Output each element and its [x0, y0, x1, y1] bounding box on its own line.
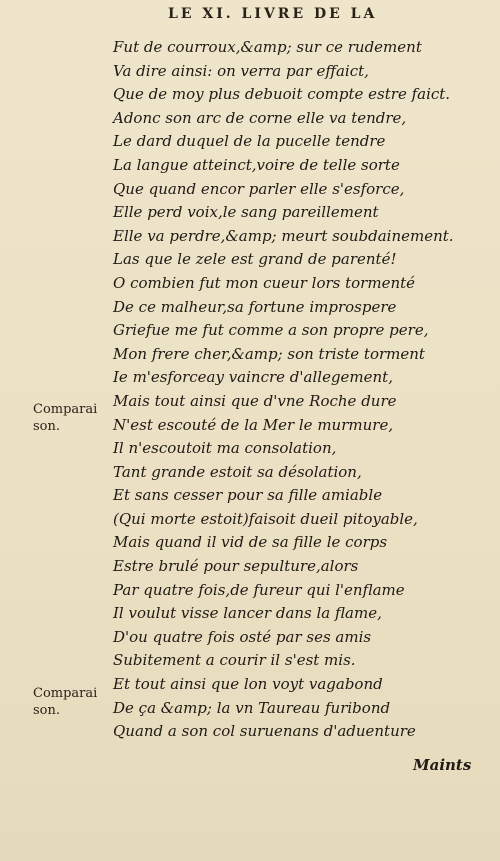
- verse-line: Las que le zele est grand de parenté!: [113, 250, 397, 269]
- catchword: Maints: [413, 756, 472, 774]
- verse-line: Il voulut visse lancer dans la flame,: [113, 604, 382, 623]
- verse-line: Fut de courroux,&amp; sur ce rudement: [113, 38, 422, 56]
- verse-line: Tant grande estoit sa désolation,: [113, 462, 362, 481]
- verse-line: Mais quand il vid de sa fille le corps: [113, 533, 388, 552]
- verse-line: Elle perd voix,le sang pareillement: [113, 203, 379, 222]
- verse-line: Il n'escoutoit ma consolation,: [113, 439, 337, 458]
- verse-line: N'est escouté de la Mer le murmure,: [113, 415, 394, 434]
- verse-line: Ie m'esforceay vaincre d'allegement,: [113, 368, 393, 387]
- verse-line: O combien fut mon cueur lors tormenté: [113, 273, 416, 292]
- verse-line: Quand a son col suruenans d'aduenture: [113, 722, 416, 741]
- verse-line: Par quatre fois,de fureur qui l'enflame: [113, 580, 405, 599]
- verse-line: Que quand encor parler elle s'esforce,: [113, 179, 405, 198]
- verse-line: (Qui morte estoit)faisoit dueil pitoyable,: [113, 509, 418, 528]
- verse-line: Et tout ainsi que lon voyt vagabond: [113, 675, 383, 694]
- verse-block: [113, 36, 493, 744]
- margin-note-comparaison-2: Comparai son.: [33, 686, 98, 718]
- verse-line: De ça &amp; la vn Taureau furibond: [113, 698, 391, 717]
- verse-line: Estre brulé pour sepulture,alors: [113, 557, 359, 576]
- verse-line: Va dire ainsi: on verra par effaict,: [113, 61, 369, 80]
- verse-line: Et sans cesser pour sa fille amiable: [113, 486, 383, 505]
- verse-line: De ce malheur,sa fortune improspere: [113, 297, 397, 316]
- running-header: LE XI. LIVRE DE LA: [168, 6, 378, 22]
- verse-line: Mais tout ainsi que d'vne Roche dure: [113, 391, 397, 410]
- verse-line: Subitement a courir il s'est mis.: [113, 651, 356, 670]
- verse-line: D'ou quatre fois osté par ses amis: [113, 627, 372, 646]
- verse-line: Elle va perdre,&amp; meurt soubdainement.: [113, 226, 454, 245]
- verse-line: La langue atteinct,voire de telle sorte: [113, 155, 400, 174]
- verse-line: Adonc son arc de corne elle va tendre,: [113, 108, 407, 127]
- verse-line: Que de moy plus debuoit compte estre faict.: [113, 85, 451, 104]
- verse-line: Le dard duquel de la pucelle tendre: [113, 132, 386, 151]
- verse-line: Griefue me fut comme a son propre pere,: [113, 321, 429, 340]
- verse-line: Mon frere cher,&amp; son triste torment: [113, 344, 425, 363]
- margin-note-comparaison-1: Comparai son.: [33, 402, 98, 434]
